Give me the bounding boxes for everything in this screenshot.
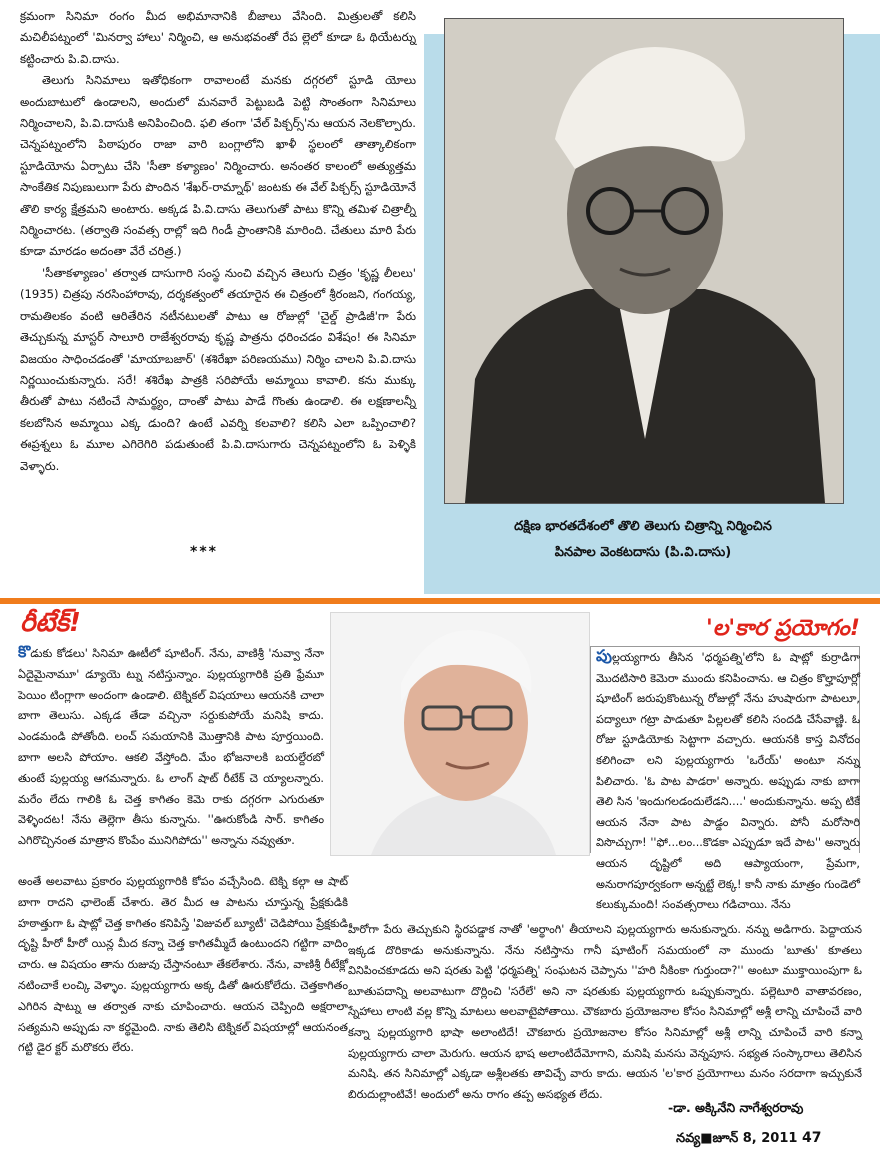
top-article-text	[20, 6, 416, 477]
author-byline: -డా. అక్కినేని నాగేశ్వరరావు	[668, 1100, 804, 1115]
drop-cap: కొ	[18, 642, 31, 661]
magazine-name: నవ్య	[676, 1131, 701, 1146]
la-kara-heading: 'ల'కార ప్రయోగం!	[706, 616, 860, 641]
page-number: 47	[801, 1130, 822, 1146]
portrait-illustration	[445, 19, 843, 503]
caption-line: పినపాల వెంకటదాసు (పి.వి.దాసు)	[554, 545, 732, 560]
paragraph: పుల్లయ్యగారు తీసిన 'ధర్మపత్ని'లోని ఓ షాట్లో కుర్రాడిగా మొదటిసారి కెమెరా ముందు కనిపించాను. ఆ చిత్రం కొల్హాపూర్లో షూటింగ్ జరుపుకొంటున్న రోజుల్లో నేను హుషారుగా పాటలూ, పద్యాలూ గట్రా పాడుతూ పిల్లలతో కలిసి సందడి చేసేవాణ్ణి. ఓ రోజు స్టూడియోకు సెట్టాగా వచ్చారు. ఆయనకి కాస్త వినోదం కలిగించా లని పుల్లయ్యగారు 'ఒరేయ్' అంటూ నన్ను పిలిచారు. 'ఓ పాట పాడరా' అన్నారు. అప్పుడు నాకు బాగా తెలి సిన 'ఇందుగలడందులేడని....' అందుకున్నాను. అప్ప టికే ఆయన నేనా పాట పాడ్డం విన్నారు. పోనీ మరోసారి విసొచ్చుగా! ''ఫో...లం...కొడకా ఎప్పుడూ ఇదే పాట'' అన్నారు ఆయన దృష్టిలో అది ఆప్యాయంగా, ప్రేమగా, అనురాగపూర్వకంగా అన్నట్టే లెక్క! కానీ నాకు మాత్రం గుండెలో కలుక్కుమంది! సంవత్సరాలు గడిచాయి. నేను	[596, 646, 860, 912]
la-kara-story-continuation	[348, 920, 862, 1105]
author-illustration	[331, 613, 589, 855]
retake-heading: రీటేక్!	[20, 608, 81, 638]
photo-caption	[444, 514, 842, 566]
caption-line: దక్షిణ భారతదేశంలో తొలి తెలుగు చిత్రాన్ని నిర్మించిన	[514, 519, 772, 534]
paragraph: అంతే అలవాటు ప్రకారం పుల్లయ్యగారికి కోపం వచ్చేసింది. టెక్ని కల్గా ఆ షాట్ బాగా రాదని ఛాలెంజ్ చేశారు. తెర మీద ఆ పాటను చూస్తున్న ప్రేక్షకుడికి హఠాత్తుగా ఓ షాట్లో చెత్త కాగితం కనిపిస్తే 'విజువల్ బ్యూటీ' చెడిపోయి ప్రేక్షకుడి దృష్టి హీరో హీరో యిన్ల మీద కన్నా చెత్త కాగితమ్మీదే ఉంటుందని గట్టిగా వాదిం చారు. ఆ విషయం తాను రుజువు చేస్తానంటూ తేకలేశారు. నేను, వాణిశ్రీ రీటేక్లో నటించాకే లంచ్కి వెళ్ళాం. పుల్లయ్యగారు అక్క డితో ఊరుకోలేదు. చెత్తకాగితం ఎగిరిన షాట్ను ఆ తర్వాత నాకు చూపించారు. ఆయన చెప్పింది అక్షరాలా సత్యమని అప్పుడు నా కర్థమైంది. నాకు తెలిసి టెక్నికల్ విషయాల్లో ఆయనంత గట్టి డైర క్టర్ మరొకరు లేరు.	[18, 875, 348, 1055]
paragraph: హీరోగా పేరు తెచ్చుకుని స్థిరపడ్డాక నాతో 'అర్థాంగి' తీయాలని పుల్లయ్యగారు అనుకున్నారు. నన్ను అడిగారు. పెద్దాయన ఇక్కడ దొరికాడు అనుకున్నాను. నేను నటిస్తాను గానీ షూటింగ్ సమయంలో నా ముందు 'బూతు' కూతలు వినిపించకూడదు అని షరతు పెట్టి 'ధర్మపత్ని' సంఘటన చెప్పాను ''హరి నీకింకా గుర్తుందా?'' అంటూ ముక్తాయింపుగా ఓ బూతుపదాన్ని అలవాటుగా దొర్లించి 'సరేలే' అని నా షరతుకు పుల్లయ్యగారు ఒప్పుకున్నారు. పల్లెటూరి వాతావరణం, స్నేహాలు లాంటి వల్ల కొన్ని మాటలు అలవాటైపోతాయి. చౌకబారు ప్రయోజనాల కోసం సినిమాల్లో అశ్లీ లాన్ని చూపించే వారి కన్నా పుల్లయ్యగారి భాషా అలాంటిదే! చౌకబారు ప్రయోజనాల కోసం సినిమాల్లో అశ్లీ లాన్ని చూపించే వారి కన్నా పుల్లయ్యగారు చాలా మెరుగు. ఆయన భాష అలాంటిదేమోగాని, మనిషి మనసు వెన్నపూస. సభ్యత సంస్కారాలు తెలిసిన మనిషి. తన సినిమాల్లో ఎక్కడా అశ్లీలతకు తావిచ్చే వారు కాదు. ఆయన 'ల'కార ప్రయోగాలు మనం సరదాగా ఇచ్చుకునే బిరుదుల్లాంటివే! అందులో అను రాగం తప్ప అసభ్యత లేదు.	[348, 923, 862, 1101]
la-kara-story-intro	[596, 646, 860, 916]
paragraph	[18, 642, 324, 852]
paragraph-text: డుకు కోడలు' సినిమా ఊటీలో షూటింగ్. నేను, వాణిశ్రీ 'నువ్వా నేనా ఏదైమైనామూ' డ్యూయె ట్ను నటిస్తున్నాం. పుల్లయ్యగారికి ప్రతి ఫ్రేమూ పెయిం టింగ్లాగా అందంగా ఉండాలి. టెక్నికల్ విషయాలు ఆయనకి చాలా బాగా తెలుసు. ఎక్కడ తేడా వచ్చినా సర్దుకుపోయే మనిషి కాదు. ఎండమండి పోతోంది. లంచ్ సమయానికి మొత్తానికి పాట పూర్తయింది. బాగా అలసి పోయాం. ఆకలి వేస్తోంది. మేం భోజనాలకి బయల్దేరబో తుంటే పుల్లయ్య ఆగమన్నారు. ఓ లాంగ్ షాట్ రీటేక్ చె య్యాలన్నారు. మరేం లేదు గాలికి ఓ చెత్త కాగితం కెమె రాకు దగ్గరగా ఎగురుతూ వెళ్ళిందట! నేను తెల్లెగా తీసు కున్నాను. ''ఊరుకోండి సార్. కాగితం ఎగిరొచ్చినంత మాత్రాన కొంపేం మునిగిపోదు'' అన్నాను నవ్వుతూ.	[18, 647, 324, 848]
author-photo	[330, 612, 590, 856]
page-footer: నవ్య■జూన్ 8, 2011 47	[676, 1130, 822, 1146]
paragraph: క్రమంగా సినిమా రంగం మీద అభిమానానికి బీజాలు వేసింది. మిత్రులతో కలిసి మచిలీపట్నంలో 'మినర్వా హాలు' నిర్మించి, ఆ అనుభవంతో రేప ల్లెలో కూడా ఓ థియేటర్ను కట్టించారు పి.వి.దాసు.	[20, 9, 416, 66]
paragraph: తెలుగు సినిమాలు ఇతోధికంగా రావాలంటే మనకు దగ్గరలో స్టూడి యోలు అందుబాటులో ఉండాలని, అందులో మనవారే పెట్టుబడి పెట్టి సొంతంగా సినిమాలు నిర్మించాలని, పి.వి.దాసుకి అనిపించింది. ఫలి తంగా 'వేల్ పిక్చర్స్'ను ఆయన నెలకొల్పారు. చెన్నపట్నంలోని పిఠాపురం రాజా వారి బంగ్లాలోని ఖాళీ స్థలంలో తాత్కాలికంగా స్టూడియోను ఏర్పాటు చేసి 'సీతా కళ్యాణం' నిర్మించారు. అనంతర కాలంలో అత్యుత్తమ సాంకేతిక నిపుణులుగా పేరు పొందిన 'శేఖర్-రామ్నాథ్' జంటకు ఈ వేల్ పిక్చర్స్ స్టూడియోనే తొలి కార్య క్షేత్రమని అంటారు. అక్కడ పి.వి.దాసు తెలుగుతో పాటు కొన్ని తమిళ చిత్రాల్నీ నిర్మించారట. (తర్వాతి సంవత్స రాల్లో ఇది గిండీ ప్రాంతానికి మారింది. చేతులు మారి పేరు కూడా మారడం అదంతా వేరే చరిత్ర.)	[20, 73, 416, 259]
section-divider	[0, 598, 880, 604]
retake-story-intro	[18, 642, 324, 852]
section-separator: ***	[190, 544, 218, 560]
retake-story-continuation	[18, 872, 348, 1059]
issue-date: జూన్ 8, 2011	[712, 1131, 798, 1146]
paragraph: 'సీతాకళ్యాణం' తర్వాత దాసుగారి సంస్థ నుంచి వచ్చిన తెలుగు చిత్రం 'కృష్ణ లీలలు' (1935) చిత్రపు నరసింహారావు, దర్శకత్వంలో తయారైన ఈ చిత్రంలో శ్రీరంజని, గంగయ్య, రామతిలకం వంటి ఆరితేరిన నటీనటులతో పాటు ఆ రోజుల్లో 'చైల్డ్ ప్రాడిజీ'గా పేరు తెచ్చుకున్న మాస్టర్ సాలూరి రాజేశ్వరరావు కృష్ణ పాత్రను ధరించడం విశేషం! ఈ సినిమా విజయం సాధించడంతో 'మాయాబజార్' (శశిరేఖా పరిణయము) నిర్మిం చాలని పి.వి.దాసు నిర్ణయించుకున్నారు. సరే! శశిరేఖ పాత్రకి సరిపోయే అమ్మాయి కావాలి. కను ముక్కు తీరుతో పాటు నటించే సామర్థ్యం, దాంతో పాటు పాడే గొంతు ఉండాలి. ఈ లక్షణాలన్నీ కలబోసిన అమ్మాయి ఎక్క డుంది? ఉంటే ఎవర్ని కలవాలి? కలిసి ఎలా ఒప్పించాలి? ఈప్రశ్నలు ఓ మూల ఎగిరెగిరి పడుతుంటే పి.వి.దాసుగారు చెన్నపట్నంలోని ఓ పెళ్ళికి వెళ్ళారు.	[20, 265, 416, 473]
portrait-photo	[444, 18, 844, 504]
